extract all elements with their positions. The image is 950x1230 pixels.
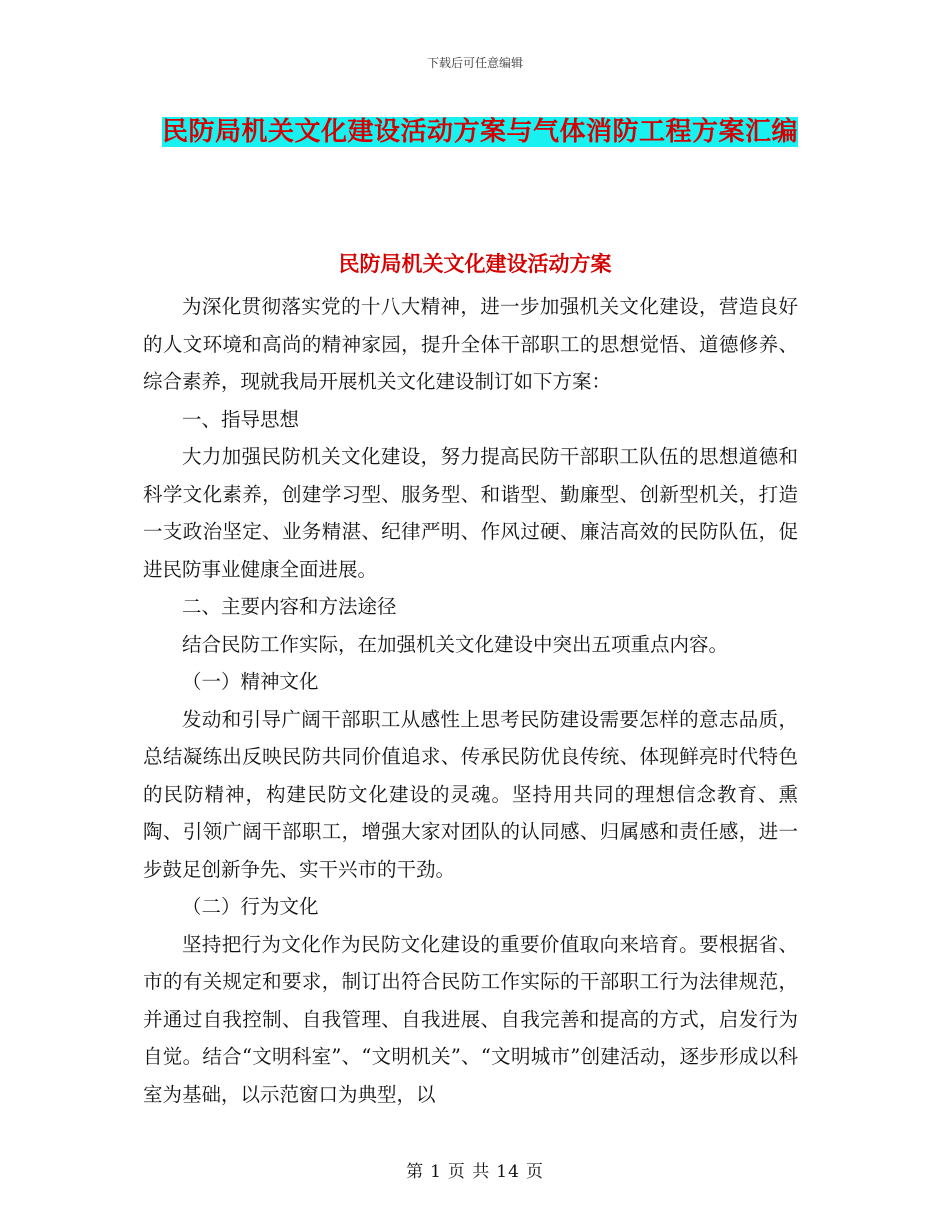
document-body (143, 288, 798, 1113)
document-title-block (150, 108, 810, 156)
paragraph-spiritual-culture: 发动和引导广阔干部职工从感性上思考民防建设需要怎样的意志品质，总结凝练出反映民防共同价值追求、传承民防优良传统、体现鲜亮时代特色的民防精神，构建民防文化建设的灵魂。坚持用共同的理想信念教育、熏陶、引领广阔干部职工，增强大家对团队的认同感、归属感和责任感，进一步鼓足创新争先、实干兴市的干劲。 (143, 707, 798, 881)
subheading-spiritual-culture: （一）精神文化 (182, 670, 319, 693)
footer-mid: 页 共 (447, 1162, 491, 1182)
section-title: 民防局机关文化建设活动方案 (338, 251, 612, 276)
footer-total-pages: 14 (496, 1162, 520, 1182)
paragraph-behavior-culture: 坚持把行为文化作为民防文化建设的重要价值取向来培育。要根据省、市的有关规定和要求，制订出符合民防工作实际的干部职工行为法律规范，并通过自我控制、自我管理、自我进展、自我完善和提高的方式，启发行为自觉。结合“文明科室”、“文明机关”、“文明城市”创建活动，逐步形成以科室为基础，以示范窗口为典型，以 (143, 932, 798, 1106)
heading-main-content: 二、主要内容和方法途径 (182, 595, 397, 618)
footer-page-number: 1 (430, 1162, 442, 1182)
paragraph-main-content: 结合民防工作实际，在加强机关文化建设中突出五项重点内容。 (182, 632, 729, 656)
footer-prefix: 第 (406, 1162, 425, 1182)
document-title: 民防局机关文化建设活动方案与气体消防工程方案汇编 (161, 117, 798, 147)
page-footer (0, 1157, 950, 1182)
heading-guiding-ideology: 一、指导思想 (182, 407, 300, 431)
header-note: 下载后可任意编辑 (426, 56, 523, 70)
paragraph-guiding-ideology: 大力加强民防机关文化建设，努力提高民防干部职工队伍的思想道德和科学文化素养，创建学习型、服务型、和谐型、勤廉型、创新型机关，打造一支政治坚定、业务精湛、纪律严明、作风过硬、廉洁高效的民防队伍，促进民防事业健康全面进展。 (143, 445, 798, 581)
paragraph-intro: 为深化贯彻落实党的十八大精神，进一步加强机关文化建设，营造良好的人文环境和高尚的精神家园，提升全体干部职工的思想觉悟、道德修养、综合素养，现就我局开展机关文化建设制订如下方案： (143, 295, 798, 393)
subheading-behavior-culture: （二）行为文化 (182, 895, 319, 918)
footer-suffix: 页 (525, 1162, 544, 1182)
